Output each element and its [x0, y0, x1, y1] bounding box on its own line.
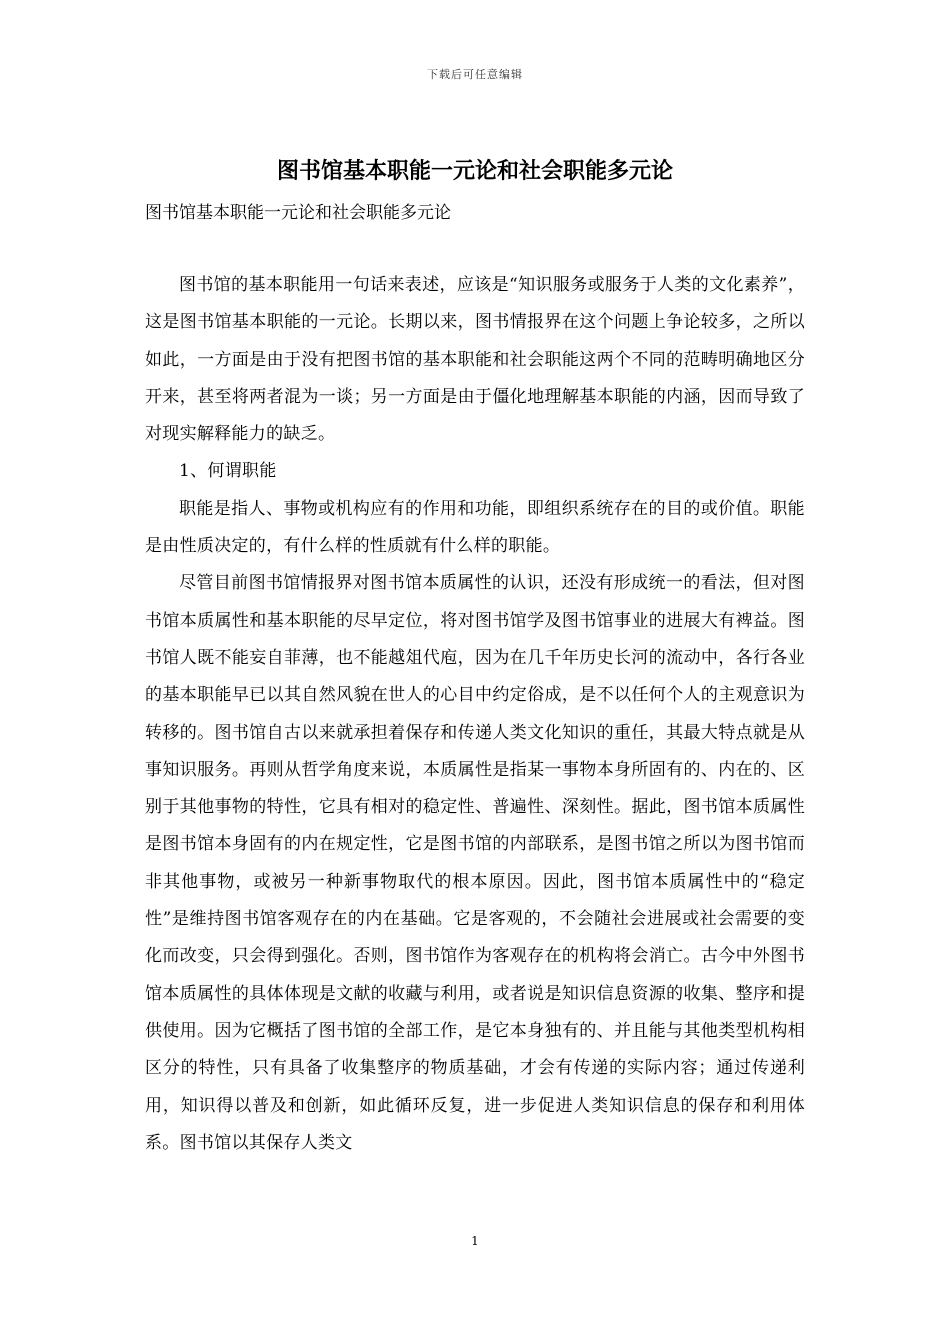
section-heading-definition: 1、何谓职能: [179, 461, 277, 482]
paragraph-intro: 图书馆的基本职能用一句话来表述，应该是“知识服务或服务于人类的文化素养”，这是图书馆基本职能的一元论。长期以来，图书情报界在这个问题上争论较多，之所以如此，一方面是由于没有把图书馆的基本职能和社会职能这两个不同的范畴明确地区分开来，甚至将两者混为一谈；另一方面是由于僵化地理解基本职能的内涵，因而导致了对现实解释能力的缺乏。: [145, 275, 805, 445]
document-subtitle: 图书馆基本职能一元论和社会职能多元论: [145, 203, 451, 223]
document-body: [145, 267, 805, 1162]
page-number: 1: [471, 1234, 479, 1248]
header-note: 下载后可任意编辑: [427, 68, 523, 81]
document-title: 图书馆基本职能一元论和社会职能多元论: [276, 158, 673, 184]
paragraph-definition: 职能是指人、事物或机构应有的作用和功能，即组织系统存在的目的或价值。职能是由性质决定的，有什么样的性质就有什么样的职能。: [145, 498, 805, 557]
paragraph-essence: 尽管目前图书馆情报界对图书馆本质属性的认识，还没有形成统一的看法，但对图书馆本质属性和基本职能的尽早定位，将对图书馆学及图书馆事业的进展大有裨益。图书馆人既不能妄自菲薄，也不能越俎代庖，因为在几千年历史长河的流动中，各行各业的基本职能早已以其自然风貌在世人的心目中约定俗成，是不以任何个人的主观意识为转移的。图书馆自古以来就承担着保存和传递人类文化知识的重任，其最大特点就是从事知识服务。再则从哲学角度来说，本质属性是指某一事物本身所固有的、内在的、区别于其他事物的特性，它具有相对的稳定性、普遍性、深刻性。据此，图书馆本质属性是图书馆本身固有的内在规定性，它是图书馆的内部联系，是图书馆之所以为图书馆而非其他事物，或被另一种新事物取代的根本原因。因此，图书馆本质属性中的“稳定性”是维持图书馆客观存在的内在基础。它是客观的，不会随社会进展或社会需要的变化而改变，只会得到强化。否则，图书馆作为客观存在的机构将会消亡。古今中外图书馆本质属性的具体体现是文献的收藏与利用，或者说是知识信息资源的收集、整序和提供使用。因为它概括了图书馆的全部工作，是它本身独有的、并且能与其他类型机构相区分的特性，只有具备了收集整序的物质基础，才会有传递的实际内容；通过传递利用，知识得以普及和创新，如此循环反复，进一步促进人类知识信息的保存和利用体系。图书馆以其保存人类文: [145, 573, 805, 1153]
